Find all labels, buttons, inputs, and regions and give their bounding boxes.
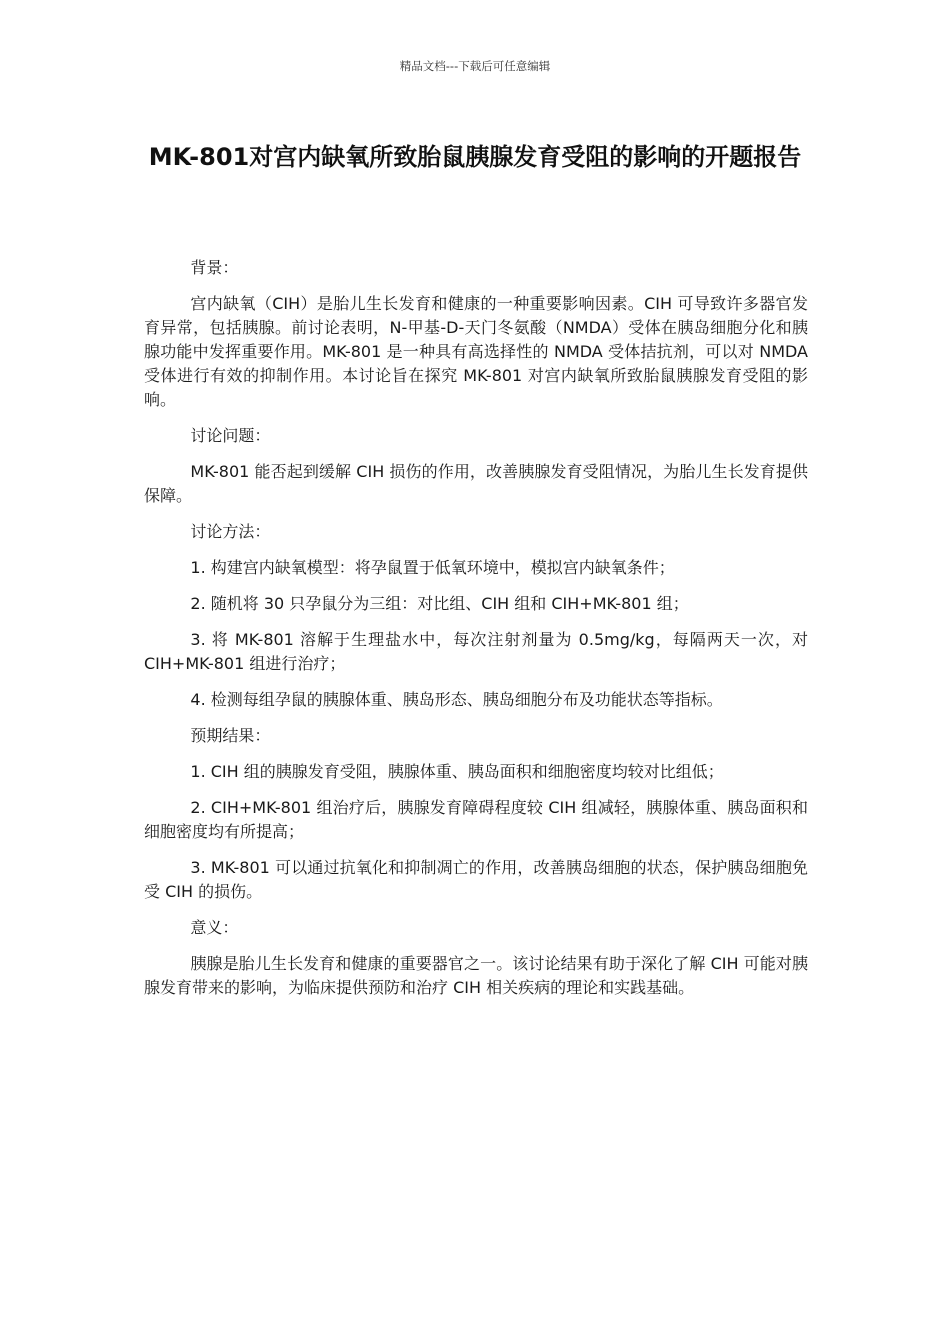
methods-label: 讨论方法： [190,522,271,541]
document-body [144,256,808,1012]
methods-item: 4. 检测每组孕鼠的胰腺体重、胰岛形态、胰岛细胞分布及功能状态等指标。 [190,690,723,709]
background-paragraph: 宫内缺氧（CIH）是胎儿生长发育和健康的一种重要影响因素。CIH 可导致许多器官发育异常，包括胰腺。前讨论表明，N-甲基-D-天门冬氨酸（NMDA）受体在胰岛细胞分化和胰腺功能中发挥重要作用。MK-801 是一种具有高选择性的 NMDA 受体拮抗剂，可以对 NMDA 受体进行有效的抑制作用。本讨论旨在探究 MK-801 对宫内缺氧所致胎鼠胰腺发育受阻的影响。 [144,294,808,409]
expected-item: 2. CIH+MK-801 组治疗后，胰腺发育障碍程度较 CIH 组减轻，胰腺体重、胰岛面积和细胞密度均有所提高； [144,798,808,841]
question-label: 讨论问题： [190,426,271,445]
methods-item: 3. 将 MK-801 溶解于生理盐水中，每次注射剂量为 0.5mg/kg，每隔两天一次，对 CIH+MK-801 组进行治疗； [144,630,808,673]
expected-item: 1. CIH 组的胰腺发育受阻，胰腺体重、胰岛面积和细胞密度均较对比组低； [190,762,724,781]
significance-label: 意义： [190,918,239,937]
significance-paragraph: 胰腺是胎儿生长发育和健康的重要器官之一。该讨论结果有助于深化了解 CIH 可能对胰腺发育带来的影响，为临床提供预防和治疗 CIH 相关疾病的理论和实践基础。 [144,954,808,997]
expected-item: 3. MK-801 可以通过抗氧化和抑制凋亡的作用，改善胰岛细胞的状态，保护胰岛细胞免受 CIH 的损伤。 [144,858,808,901]
methods-item: 2. 随机将 30 只孕鼠分为三组：对比组、CIH 组和 CIH+MK-801 组； [190,594,689,613]
header-note: 精品文档---下载后可任意编辑 [399,59,551,73]
methods-item: 1. 构建宫内缺氧模型：将孕鼠置于低氧环境中，模拟宫内缺氧条件； [190,558,675,577]
document-title: MK-801对宫内缺氧所致胎鼠胰腺发育受阻的影响的开题报告 [148,143,802,171]
question-paragraph: MK-801 能否起到缓解 CIH 损伤的作用，改善胰腺发育受阻情况，为胎儿生长发育提供保障。 [144,462,808,505]
expected-label: 预期结果： [190,726,271,745]
background-label: 背景： [190,258,239,277]
